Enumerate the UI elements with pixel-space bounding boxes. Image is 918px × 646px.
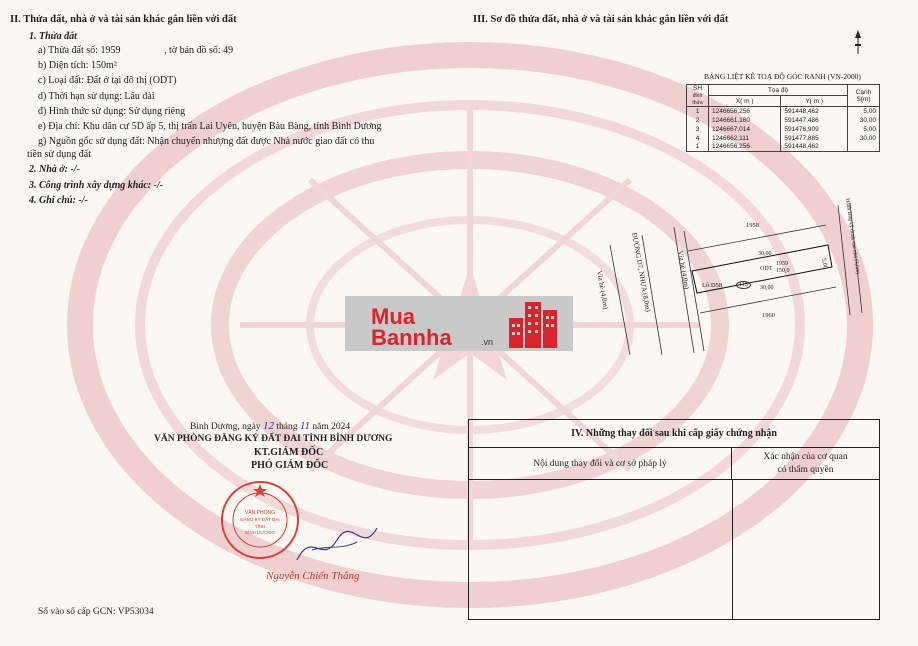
signing-date: Bình Dương, ngày 12 tháng 11 năm 2024 [190,420,351,432]
row-x: 1246661,160 [709,116,781,125]
lot-label: Lô D58 [702,282,723,289]
edge-length-bottom: 30,00 [760,285,774,291]
row-y: 591448,462 [781,143,848,152]
neighbor-bottom: 1960 [762,312,775,319]
origin-line-2: tiền sử dụng đất [27,149,92,160]
watermark-banner [345,296,573,351]
header-y: Y( m ) [781,96,848,107]
signature-scribble [292,520,382,570]
row-s [848,143,880,152]
changes-table [468,419,880,620]
changes-col-confirm: Xác nhận của cơ quan có thẩm quyền [763,452,848,475]
changes-divider [732,480,733,619]
row-sh: 1 [687,107,709,116]
row-sh: 2 [687,116,709,125]
area-label: 150,0 [776,268,790,274]
official-stamp [218,478,302,562]
svg-text:BÌNH DƯƠNG: BÌNH DƯƠNG [245,530,275,535]
row-y: 591448,462 [781,107,848,116]
signer-name: Nguyễn Chiến Thắng [266,570,360,582]
edge-length-side: 5,00 [820,258,828,270]
usage-form-line: đ) Hình thức sử dụng: Sử dụng riêng [38,106,186,117]
section-iii-title: III. Sơ đồ thửa đất, nhà ở và tài sản khác gắn liền với đất [473,14,729,25]
area-line: b) Diện tích: 150m² [38,60,117,71]
other-works-line: 3. Công trình xây dựng khác: -/- [29,180,164,191]
header-x: X( m ) [709,96,781,107]
row-y: 591447,486 [781,116,848,125]
sidewalk-label-right: Vỉa hè (4,0m) [676,250,691,290]
land-type-line: c) Loại đất: Đất ở tại đô thị (ODT) [38,75,177,86]
north-arrow-icon [852,28,864,56]
header-sh: SH đỉnh thửa [687,85,709,107]
notes-line: 4. Ghi chú: -/- [29,195,88,206]
row-s: 30,00 [848,134,880,143]
row-y: 591476,909 [781,125,848,134]
acting-director-title: KT.GIÁM ĐỐC [254,447,324,458]
parcel-label: 1959 [776,261,788,267]
svg-text:ĐĂNG KÝ ĐẤT ĐAI: ĐĂNG KÝ ĐẤT ĐAI [240,517,280,522]
address-line: e) Địa chỉ: Khu dân cư 5D ấp 5, thị trấn Lai Uyên, huyện Bàu Bàng, tỉnh Bình Dương [38,121,382,132]
row-x: 1246662,111 [709,134,781,143]
row-s: 5,00 [848,125,880,134]
rear-corridor-label: Hành lang kỹ thuật sau nhà (3,0m) [844,198,861,275]
neighbor-top: 1958 [746,222,759,229]
buildings-icon [505,298,569,350]
svg-text:TỈNH: TỈNH [254,524,266,529]
row-y: 591477,885 [781,134,848,143]
header-edge: Cạnh S(m) [848,85,880,107]
term-line: d) Thời hạn sử dụng: Lâu dài [38,91,155,102]
row-x: 1246656,256 [709,107,781,116]
row-s: 30,00 [848,116,880,125]
lot-number-badge: 115 [736,281,751,289]
row-sh: 4 [687,134,709,143]
gcn-register-number: Số vào sổ cấp GCN: VP53034 [38,607,154,617]
header-coordinates: Tọa độ [709,85,848,96]
parcel-heading: 1. Thửa đất [29,31,77,42]
land-code: ODT [760,266,773,272]
deputy-director-title: PHÓ GIÁM ĐỐC [251,460,329,471]
issuing-office: VĂN PHÒNG ĐĂNG KÝ ĐẤT ĐAI TỈNH BÌNH DƯƠNG [154,434,393,444]
row-s: 5,00 [848,107,880,116]
watermark-bannha: Bannha [371,325,452,350]
row-sh: 1 [687,143,709,152]
changes-title: IV. Những thay đổi sau khi cấp giấy chứng nhận [469,420,879,448]
map-sheet-number: , tờ bản đồ số: 49 [164,45,234,56]
parcel-number: a) Thửa đất số: 1959 [38,45,121,56]
coordinate-table-caption: BẢNG LIỆT KÊ TOẠ ĐỘ GÓC RANH (VN-2000) [704,72,861,81]
house-line: 2. Nhà ở: -/- [29,164,80,175]
changes-col-content: Nội dung thay đổi và cơ sở pháp lý [469,448,732,479]
svg-text:VĂN PHÒNG: VĂN PHÒNG [244,510,276,516]
road-label: ĐƯỜNG D7, NHỰA (8,0m) [630,232,652,313]
edge-length-top: 30,00 [758,251,772,257]
watermark-vn: .vn [481,337,494,347]
origin-line-1: g) Nguồn gốc sử dụng đất: Nhận chuyển nhượng đất được Nhà nước giao đất có thu [38,136,375,147]
coordinate-table [686,84,880,152]
row-x: 1246667,014 [709,125,781,134]
watermark-mua: Mua [371,304,415,329]
section-ii-title: II. Thửa đất, nhà ở và tài sản khác gắn liền với đất [10,14,237,25]
row-sh: 3 [687,125,709,134]
row-x: 1246656,256 [709,143,781,152]
sidewalk-label-left: Vỉa hè (4,0m) [595,270,610,310]
